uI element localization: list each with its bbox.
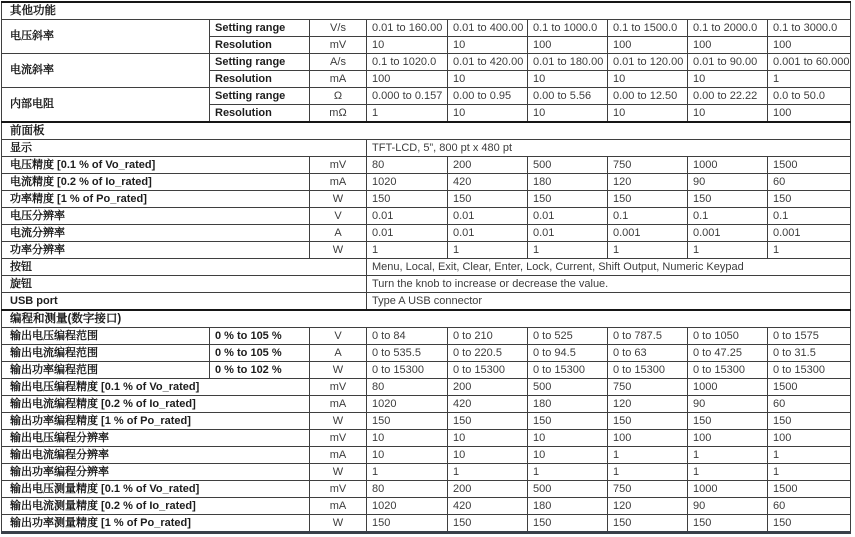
value-cell: 0 to 525 bbox=[528, 328, 608, 345]
value-cell: 0.1 bbox=[768, 208, 851, 225]
section-header: 其他功能 bbox=[2, 2, 851, 20]
unit-cell: mΩ bbox=[310, 105, 367, 123]
label-cell: 电压分辨率 bbox=[2, 208, 310, 225]
unit-cell: mA bbox=[310, 396, 367, 413]
value-cell: 100 bbox=[608, 37, 688, 54]
unit-cell: mA bbox=[310, 447, 367, 464]
value-cell: 0.001 to 60.000 bbox=[768, 54, 851, 71]
value-cell: 1000 bbox=[688, 379, 768, 396]
section-header-row bbox=[2, 122, 851, 140]
label-cell: 输出电流编程范围 bbox=[2, 345, 210, 362]
spec-row bbox=[2, 276, 851, 293]
section-header-row bbox=[2, 2, 851, 20]
value-cell: 420 bbox=[448, 498, 528, 515]
value-cell: 0 to 15300 bbox=[367, 362, 448, 379]
value-cell: 10 bbox=[528, 105, 608, 123]
value-cell: 10 bbox=[688, 105, 768, 123]
spec-table-body bbox=[2, 2, 851, 533]
value-cell: 60 bbox=[768, 498, 851, 515]
label-cell: 输出电流编程分辨率 bbox=[2, 447, 310, 464]
value-cell: 1000 bbox=[688, 481, 768, 498]
value-cell: 150 bbox=[608, 413, 688, 430]
value-cell: 10 bbox=[367, 430, 448, 447]
value-cell: 180 bbox=[528, 396, 608, 413]
label-cell: 电流分辨率 bbox=[2, 225, 310, 242]
value-cell: 150 bbox=[528, 413, 608, 430]
value-cell: 1 bbox=[768, 242, 851, 259]
value-cell: 0 to 94.5 bbox=[528, 345, 608, 362]
value-cell: 150 bbox=[688, 191, 768, 208]
value-cell: 1 bbox=[367, 464, 448, 481]
label-cell: 输出电压编程分辨率 bbox=[2, 430, 310, 447]
spec-row bbox=[2, 362, 851, 379]
specification-table bbox=[1, 1, 851, 534]
spec-row bbox=[2, 396, 851, 413]
value-cell: 1020 bbox=[367, 396, 448, 413]
value-cell: 1 bbox=[608, 464, 688, 481]
spec-row bbox=[2, 498, 851, 515]
value-cell: 1 bbox=[608, 447, 688, 464]
value-cell: 0.1 bbox=[608, 208, 688, 225]
spec-row bbox=[2, 191, 851, 208]
unit-cell: Ω bbox=[310, 88, 367, 105]
value-cell: 0 to 15300 bbox=[448, 362, 528, 379]
value-cell: 150 bbox=[367, 515, 448, 533]
value-cell: 1 bbox=[448, 242, 528, 259]
value-cell: 500 bbox=[528, 481, 608, 498]
value-cell: 750 bbox=[608, 379, 688, 396]
value-cell: 0 to 31.5 bbox=[768, 345, 851, 362]
value-cell: 90 bbox=[688, 396, 768, 413]
value-cell: 1 bbox=[528, 242, 608, 259]
label-cell: 旋钮 bbox=[2, 276, 367, 293]
value-cell: 10 bbox=[367, 37, 448, 54]
value-cell: 1 bbox=[768, 464, 851, 481]
value-cell: 0 to 1050 bbox=[688, 328, 768, 345]
label-cell: 电流斜率 bbox=[2, 54, 210, 88]
value-cell: 0.00 to 22.22 bbox=[688, 88, 768, 105]
value-cell: 420 bbox=[448, 174, 528, 191]
unit-cell: mV bbox=[310, 157, 367, 174]
value-cell: 0.01 to 400.00 bbox=[448, 20, 528, 37]
label-cell: 输出电流测量精度 [0.2 % of Io_rated] bbox=[2, 498, 310, 515]
unit-cell: W bbox=[310, 515, 367, 533]
range-cell: 0 % to 105 % bbox=[210, 345, 310, 362]
value-cell: 0.1 to 1500.0 bbox=[608, 20, 688, 37]
value-cell: 100 bbox=[688, 430, 768, 447]
value-cell: 0 to 63 bbox=[608, 345, 688, 362]
value-cell: 150 bbox=[367, 413, 448, 430]
unit-cell: A bbox=[310, 345, 367, 362]
value-cell: 0.00 to 5.56 bbox=[528, 88, 608, 105]
subhead-cell: Resolution bbox=[210, 71, 310, 88]
value-cell: 60 bbox=[768, 174, 851, 191]
value-cell: 0.01 bbox=[448, 208, 528, 225]
value-cell: 10 bbox=[448, 105, 528, 123]
value-cell: 0 to 15300 bbox=[608, 362, 688, 379]
value-cell: 10 bbox=[528, 71, 608, 88]
section-header: 编程和测量(数字接口) bbox=[2, 310, 851, 328]
label-cell: 电压精度 [0.1 % of Vo_rated] bbox=[2, 157, 310, 174]
value-cell: 0.01 bbox=[528, 225, 608, 242]
value-cell: 150 bbox=[608, 191, 688, 208]
value-cell: 150 bbox=[448, 413, 528, 430]
value-cell: 80 bbox=[367, 157, 448, 174]
subhead-cell: Setting range bbox=[210, 88, 310, 105]
spec-row bbox=[2, 259, 851, 276]
label-cell: 输出电压编程精度 [0.1 % of Vo_rated] bbox=[2, 379, 310, 396]
unit-cell: A/s bbox=[310, 54, 367, 71]
unit-cell: mA bbox=[310, 498, 367, 515]
value-cell: 0 to 1575 bbox=[768, 328, 851, 345]
value-cell: 100 bbox=[768, 430, 851, 447]
value-cell: 1500 bbox=[768, 379, 851, 396]
spec-row bbox=[2, 379, 851, 396]
value-cell: 10 bbox=[448, 71, 528, 88]
value-cell: 60 bbox=[768, 396, 851, 413]
value-cell: 200 bbox=[448, 157, 528, 174]
value-cell: 120 bbox=[608, 396, 688, 413]
value-cell: 150 bbox=[688, 515, 768, 533]
spec-row bbox=[2, 345, 851, 362]
spec-row bbox=[2, 430, 851, 447]
value-cell: 0.01 to 160.00 bbox=[367, 20, 448, 37]
spec-row bbox=[2, 174, 851, 191]
value-cell: 1 bbox=[528, 464, 608, 481]
value-cell: 0.01 bbox=[448, 225, 528, 242]
value-cell: 0 to 220.5 bbox=[448, 345, 528, 362]
value-cell: 150 bbox=[768, 191, 851, 208]
value-cell: 10 bbox=[608, 71, 688, 88]
label-cell: 输出功率编程精度 [1 % of Po_rated] bbox=[2, 413, 310, 430]
value-cell: 150 bbox=[528, 191, 608, 208]
value-cell: 1 bbox=[688, 447, 768, 464]
unit-cell: W bbox=[310, 464, 367, 481]
value-cell: 1500 bbox=[768, 481, 851, 498]
label-cell: 显示 bbox=[2, 140, 367, 157]
value-cell: 0.1 to 2000.0 bbox=[688, 20, 768, 37]
value-cell: 0 to 47.25 bbox=[688, 345, 768, 362]
spec-row bbox=[2, 88, 851, 105]
value-cell: 1500 bbox=[768, 157, 851, 174]
value-cell: 0.01 to 420.00 bbox=[448, 54, 528, 71]
value-cell: 750 bbox=[608, 481, 688, 498]
value-cell: 0.01 bbox=[367, 208, 448, 225]
unit-cell: V bbox=[310, 328, 367, 345]
value-cell: 1 bbox=[448, 464, 528, 481]
value-cell: 150 bbox=[448, 191, 528, 208]
value-cell: 200 bbox=[448, 481, 528, 498]
value-cell: 0.1 to 3000.0 bbox=[768, 20, 851, 37]
value-cell: 0 to 787.5 bbox=[608, 328, 688, 345]
spec-row bbox=[2, 464, 851, 481]
value-cell: 80 bbox=[367, 481, 448, 498]
value-cell: 500 bbox=[528, 157, 608, 174]
value-cell: 0 to 84 bbox=[367, 328, 448, 345]
value-cell: 0.0 to 50.0 bbox=[768, 88, 851, 105]
value-cell: 0.1 bbox=[688, 208, 768, 225]
unit-cell: mV bbox=[310, 379, 367, 396]
value-cell: 0.001 bbox=[688, 225, 768, 242]
value-cell: 100 bbox=[608, 430, 688, 447]
value-cell: 1020 bbox=[367, 174, 448, 191]
value-cell: 90 bbox=[688, 174, 768, 191]
value-cell: 10 bbox=[528, 430, 608, 447]
value-cell: 1 bbox=[688, 464, 768, 481]
value-cell: 100 bbox=[688, 37, 768, 54]
spec-row bbox=[2, 242, 851, 259]
value-cell: 0.00 to 12.50 bbox=[608, 88, 688, 105]
value-cell: 420 bbox=[448, 396, 528, 413]
label-cell: 内部电阻 bbox=[2, 88, 210, 123]
value-cell: 100 bbox=[528, 37, 608, 54]
value-cell: TFT-LCD, 5”, 800 pt x 480 pt bbox=[367, 140, 851, 157]
value-cell: 80 bbox=[367, 379, 448, 396]
value-cell: 90 bbox=[688, 498, 768, 515]
value-cell: 0 to 210 bbox=[448, 328, 528, 345]
spec-row bbox=[2, 208, 851, 225]
label-cell: 输出功率编程分辨率 bbox=[2, 464, 310, 481]
value-cell: 1000 bbox=[688, 157, 768, 174]
value-cell: 10 bbox=[688, 71, 768, 88]
range-cell: 0 % to 105 % bbox=[210, 328, 310, 345]
value-cell: 0.00 to 0.95 bbox=[448, 88, 528, 105]
value-cell: 100 bbox=[768, 105, 851, 123]
value-cell: 0 to 15300 bbox=[768, 362, 851, 379]
unit-cell: W bbox=[310, 362, 367, 379]
value-cell: 10 bbox=[528, 447, 608, 464]
unit-cell: mV bbox=[310, 430, 367, 447]
unit-cell: A bbox=[310, 225, 367, 242]
unit-cell: W bbox=[310, 413, 367, 430]
unit-cell: mA bbox=[310, 174, 367, 191]
unit-cell: W bbox=[310, 242, 367, 259]
value-cell: 0.001 bbox=[608, 225, 688, 242]
value-cell: 150 bbox=[608, 515, 688, 533]
value-cell: 180 bbox=[528, 174, 608, 191]
section-header: 前面板 bbox=[2, 122, 851, 140]
value-cell: 0 to 15300 bbox=[688, 362, 768, 379]
value-cell: 120 bbox=[608, 498, 688, 515]
subhead-cell: Setting range bbox=[210, 20, 310, 37]
value-cell: 0.01 bbox=[528, 208, 608, 225]
value-cell: 150 bbox=[367, 191, 448, 208]
unit-cell: mA bbox=[310, 71, 367, 88]
spec-row bbox=[2, 140, 851, 157]
label-cell: 电压斜率 bbox=[2, 20, 210, 54]
value-cell: 150 bbox=[448, 515, 528, 533]
value-cell: 180 bbox=[528, 498, 608, 515]
spec-row bbox=[2, 328, 851, 345]
value-cell: 10 bbox=[367, 447, 448, 464]
value-cell: Turn the knob to increase or decrease the value. bbox=[367, 276, 851, 293]
value-cell: 10 bbox=[448, 430, 528, 447]
value-cell: 1 bbox=[367, 105, 448, 123]
subhead-cell: Resolution bbox=[210, 37, 310, 54]
label-cell: 输出电流编程精度 [0.2 % of Io_rated] bbox=[2, 396, 310, 413]
label-cell: 功率分辨率 bbox=[2, 242, 310, 259]
value-cell: 0.1 to 1000.0 bbox=[528, 20, 608, 37]
unit-cell: mV bbox=[310, 37, 367, 54]
value-cell: Menu, Local, Exit, Clear, Enter, Lock, Current, Shift Output, Numeric Keypad bbox=[367, 259, 851, 276]
spec-row bbox=[2, 293, 851, 311]
label-cell: 输出功率测量精度 [1 % of Po_rated] bbox=[2, 515, 310, 533]
label-cell: 电流精度 [0.2 % of Io_rated] bbox=[2, 174, 310, 191]
value-cell: 1 bbox=[608, 242, 688, 259]
value-cell: 200 bbox=[448, 379, 528, 396]
label-cell: USB port bbox=[2, 293, 367, 311]
label-cell: 输出电压编程范围 bbox=[2, 328, 210, 345]
unit-cell: V/s bbox=[310, 20, 367, 37]
spec-row bbox=[2, 225, 851, 242]
value-cell: 150 bbox=[528, 515, 608, 533]
spec-row bbox=[2, 413, 851, 430]
value-cell: 0.001 bbox=[768, 225, 851, 242]
value-cell: 0.01 to 120.00 bbox=[608, 54, 688, 71]
spec-row bbox=[2, 481, 851, 498]
spec-row bbox=[2, 54, 851, 71]
spec-row bbox=[2, 447, 851, 464]
subhead-cell: Resolution bbox=[210, 105, 310, 123]
value-cell: 0.01 bbox=[367, 225, 448, 242]
value-cell: Type A USB connector bbox=[367, 293, 851, 311]
value-cell: 0.01 to 180.00 bbox=[528, 54, 608, 71]
unit-cell: W bbox=[310, 191, 367, 208]
section-header-row bbox=[2, 310, 851, 328]
value-cell: 10 bbox=[448, 37, 528, 54]
unit-cell: mV bbox=[310, 481, 367, 498]
value-cell: 150 bbox=[688, 413, 768, 430]
value-cell: 10 bbox=[448, 447, 528, 464]
value-cell: 1020 bbox=[367, 498, 448, 515]
value-cell: 1 bbox=[768, 447, 851, 464]
value-cell: 0.1 to 1020.0 bbox=[367, 54, 448, 71]
value-cell: 150 bbox=[768, 515, 851, 533]
label-cell: 功率精度 [1 % of Po_rated] bbox=[2, 191, 310, 208]
value-cell: 100 bbox=[768, 37, 851, 54]
spec-row bbox=[2, 157, 851, 174]
value-cell: 0.000 to 0.157 bbox=[367, 88, 448, 105]
value-cell: 120 bbox=[608, 174, 688, 191]
unit-cell: V bbox=[310, 208, 367, 225]
value-cell: 1 bbox=[367, 242, 448, 259]
spec-row bbox=[2, 20, 851, 37]
label-cell: 输出功率编程范围 bbox=[2, 362, 210, 379]
value-cell: 1 bbox=[688, 242, 768, 259]
label-cell: 按钮 bbox=[2, 259, 367, 276]
spec-row bbox=[2, 515, 851, 533]
label-cell: 输出电压测量精度 [0.1 % of Vo_rated] bbox=[2, 481, 310, 498]
value-cell: 0 to 15300 bbox=[528, 362, 608, 379]
value-cell: 500 bbox=[528, 379, 608, 396]
subhead-cell: Setting range bbox=[210, 54, 310, 71]
value-cell: 0 to 535.5 bbox=[367, 345, 448, 362]
value-cell: 10 bbox=[608, 105, 688, 123]
range-cell: 0 % to 102 % bbox=[210, 362, 310, 379]
value-cell: 750 bbox=[608, 157, 688, 174]
value-cell: 100 bbox=[367, 71, 448, 88]
value-cell: 1 bbox=[768, 71, 851, 88]
value-cell: 150 bbox=[768, 413, 851, 430]
value-cell: 0.01 to 90.00 bbox=[688, 54, 768, 71]
